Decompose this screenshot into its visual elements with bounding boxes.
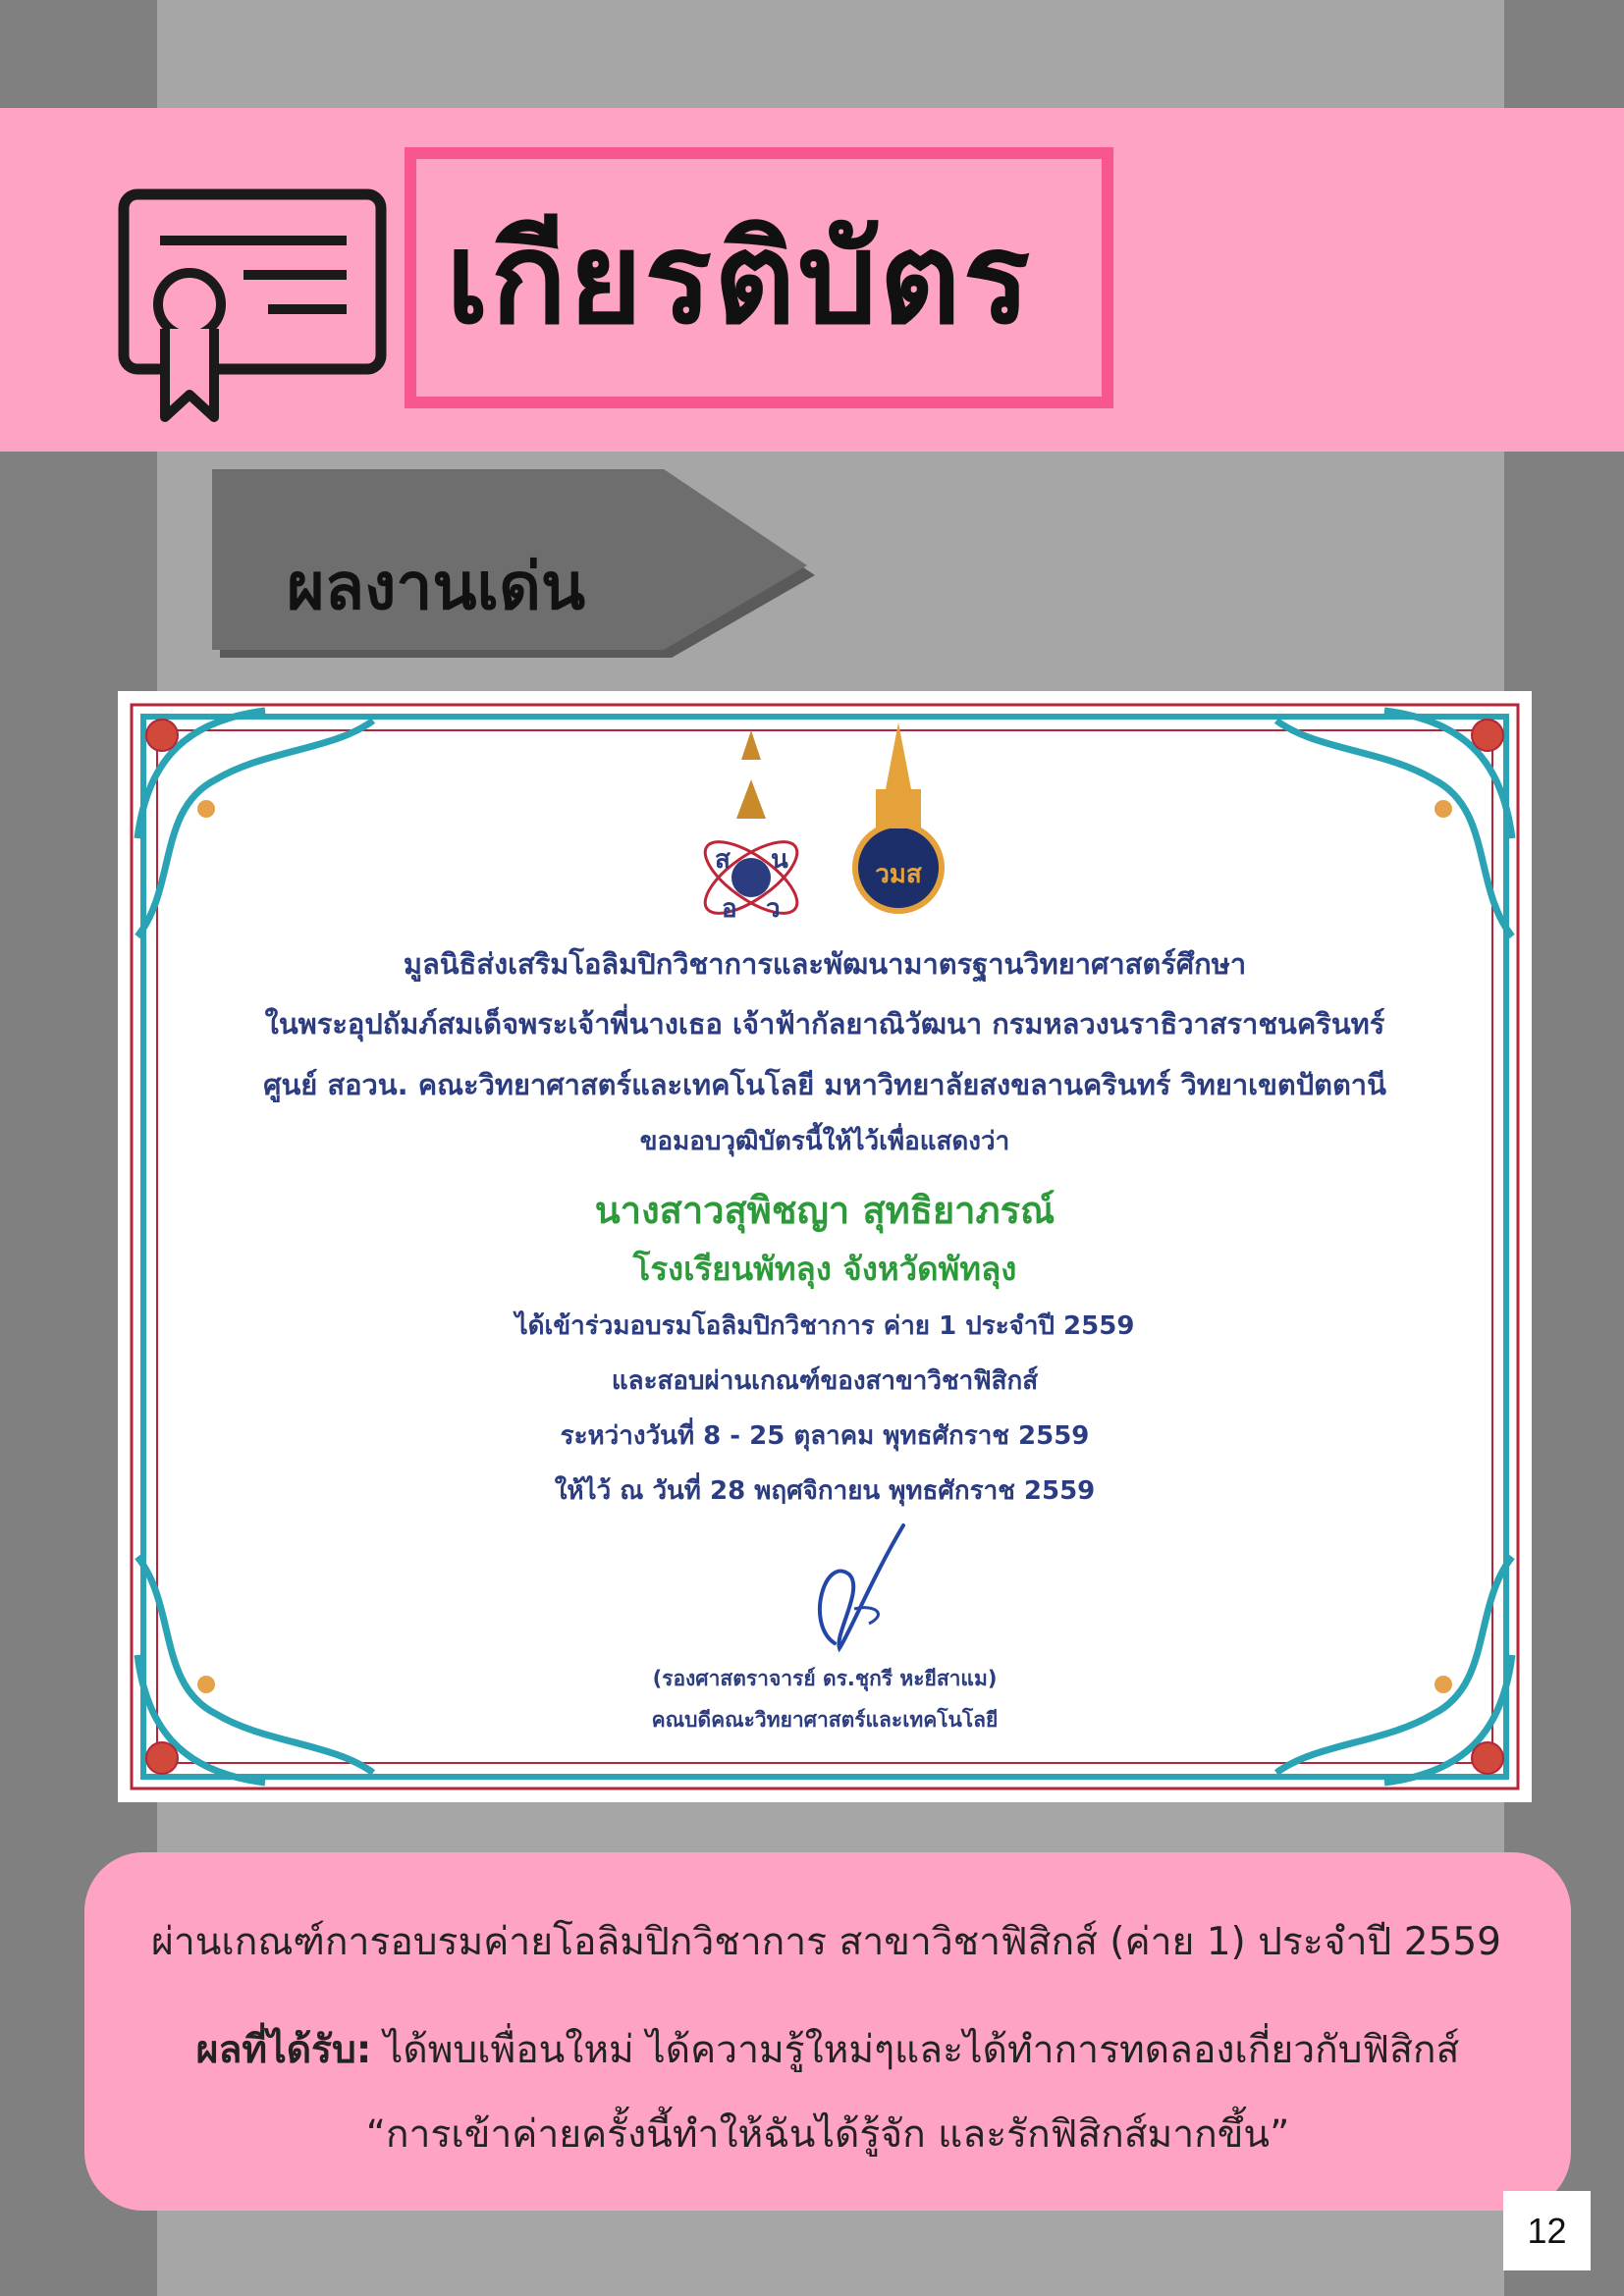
signature-mark: [795, 1516, 933, 1663]
page-title: เกียรติบัตร: [446, 205, 1033, 352]
cert-line-issued: ให้ไว้ ณ วันที่ 28 พฤศจิกายน พุทธศักราช 2559: [554, 1476, 1096, 1506]
cert-line-center: ศูนย์ สอวน. คณะวิทยาศาสตร์และเทคโนโลยี มหาวิทยาลัยสงขลานครินทร์ วิทยาเขตปัตตานี: [263, 1068, 1386, 1101]
cert-line-period: ระหว่างวันที่ 8 - 25 ตุลาคม พุทธศักราช 2559: [560, 1421, 1090, 1451]
result-summary: ผ่านเกณฑ์การอบรมค่ายโอลิมปิกวิชาการ สาขาวิชาฟิสิกส์ (ค่าย 1) ประจำปี 2559: [151, 1920, 1501, 1964]
cert-line-awarded: ขอมอบวุฒิบัตรนี้ให้ไว้เพื่อแสดงว่า: [639, 1127, 1010, 1156]
page-number: 12: [1503, 2191, 1591, 2270]
logo-letter-2: น: [771, 845, 788, 875]
logo-letter-4: ว: [766, 894, 781, 924]
result-label: ผลที่ได้รับ:: [195, 2028, 372, 2072]
cert-line-participation: ได้เข้าร่วมอบรมโอลิมปิกวิชาการ ค่าย 1 ประจำปี 2559: [514, 1311, 1135, 1341]
result-detail: ได้พบเพื่อนใหม่ ได้ความรู้ใหม่ๆและได้ทำการทดลองเกี่ยวกับฟิสิกส์: [371, 2028, 1460, 2072]
section-label: ผลงานเด่น: [287, 549, 586, 624]
cert-school: โรงเรียนพัทลุง จังหวัดพัทลุง: [632, 1250, 1017, 1288]
certificate-icon: [116, 187, 391, 427]
cert-line-foundation: มูลนิธิส่งเสริมโอลิมปิกวิชาการและพัฒนามาตรฐานวิทยาศาสตร์ศึกษา: [403, 947, 1247, 981]
certificate-text: [118, 691, 1532, 1802]
logo-letter-1: ส: [715, 845, 731, 875]
cert-line-patronage: ในพระอุปถัมภ์สมเด็จพระเจ้าพี่นางเธอ เจ้าฟ้ากัลยาณิวัฒนา กรมหลวงนราธิวาสราชนครินทร์: [264, 1007, 1385, 1041]
result-quote: “การเข้าค่ายครั้งนี้ทำให้ฉันได้รู้จัก และรักฟิสิกส์มากขึ้น”: [365, 2112, 1290, 2157]
logo2-text: วมส: [875, 860, 922, 889]
cert-signer-title: คณบดีคณะวิทยาศาสตร์และเทคโนโลยี: [651, 1708, 999, 1732]
cert-recipient-name: นางสาวสุพิชญา สุทธิยาภรณ์: [594, 1189, 1056, 1232]
certificate-logos: [687, 721, 962, 956]
cert-signer-name: (รองศาสตราจารย์ ดร.ชุกรี หะยีสาแม): [652, 1667, 998, 1690]
title-box: [405, 147, 1113, 408]
result-detail-line: [84, 2019, 1571, 2080]
cert-line-passed: และสอบผ่านเกณฑ์ของสาขาวิชาฟิสิกส์: [611, 1366, 1039, 1396]
result-box: [84, 1852, 1571, 2211]
certificate-image: [118, 691, 1532, 1802]
logo-letter-3: อ: [722, 894, 737, 924]
